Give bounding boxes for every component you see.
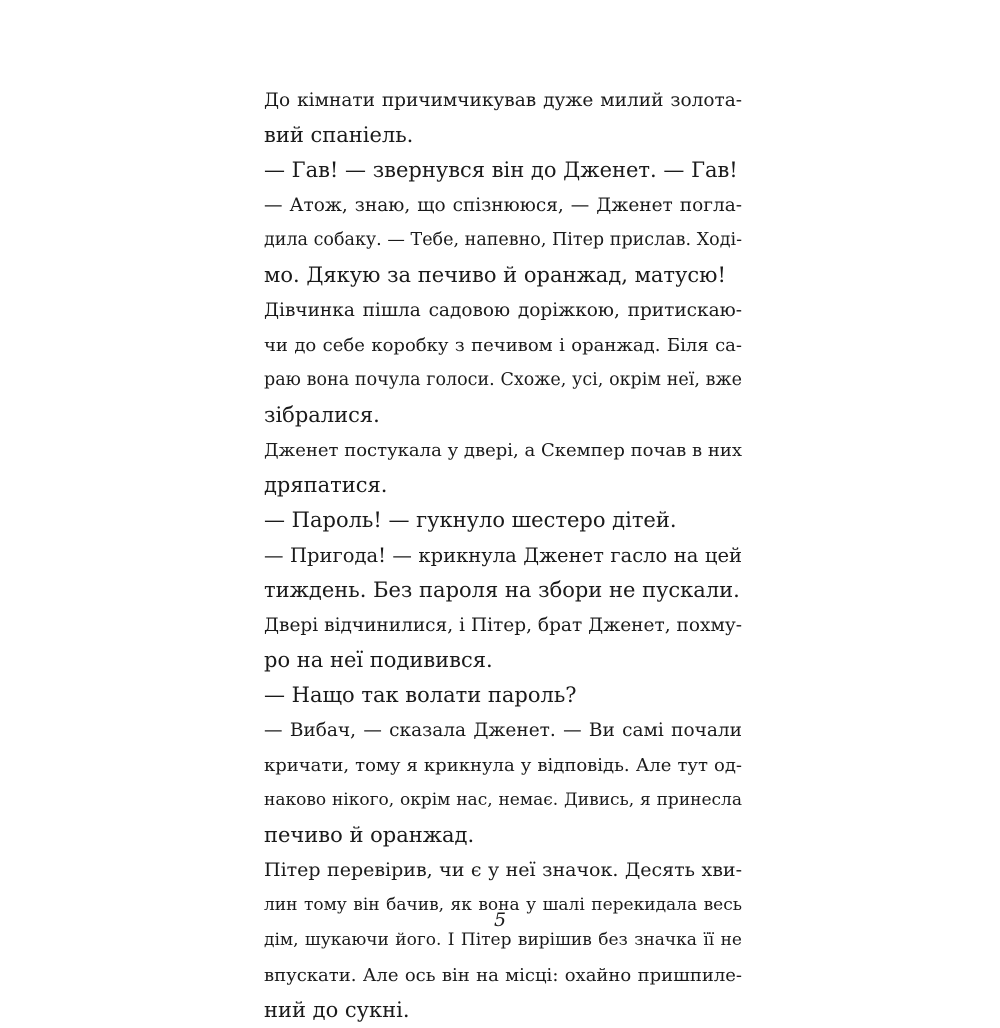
text-line: До кімнати причимчикував дуже милий золота- — [264, 90, 742, 111]
text-line: — Атож, знаю, що спізнююся, — Дженет погла- — [264, 195, 742, 216]
text-line: мо. Дякую за печиво й оранжад, матусю! — [264, 263, 726, 287]
body-text — [264, 83, 742, 1028]
text-line: раю вона почула голоси. Схоже, усі, окрім неї, вже — [264, 370, 742, 390]
text-line: чи до себе коробку з печивом і оранжад. Біля са- — [264, 335, 742, 356]
text-line: дила собаку. — Тебе, напевно, Пітер прислав. Ході- — [264, 230, 742, 250]
text-line: зібралися. — [264, 403, 380, 427]
text-line: — Нащо так волати пароль? — [264, 683, 577, 707]
text-line: Двері відчинилися, і Пітер, брат Дженет, похму- — [264, 615, 742, 636]
text-line: ро на неї подивився. — [264, 648, 493, 672]
text-line: — Пароль! — гукнуло шестеро дітей. — [264, 508, 677, 532]
page-number: 5 — [493, 909, 507, 931]
text-line: впускати. Але ось він на місці: охайно пришпиле- — [264, 965, 742, 986]
text-line: наково нікого, окрім нас, немає. Дивись, я принесла — [264, 790, 742, 810]
text-line: — Гав! — звернувся він до Дженет. — Гав! — [264, 158, 738, 182]
text-line: дім, шукаючи його. І Пітер вирішив без значка її не — [264, 930, 742, 950]
text-line: лин тому він бачив, як вона у шалі перекидала весь — [264, 895, 742, 915]
text-line: — Вибач, — сказала Дженет. — Ви самі почали — [264, 720, 742, 741]
text-line: дряпатися. — [264, 473, 388, 497]
text-line: ний до сукні. — [264, 998, 410, 1022]
text-line: тиждень. Без пароля на збори не пускали. — [264, 578, 740, 602]
text-line: кричати, тому я крикнула у відповідь. Але тут од- — [264, 755, 742, 776]
text-line: печиво й оранжад. — [264, 823, 475, 847]
text-line: Дженет постукала у двері, а Скемпер почав в них — [264, 440, 742, 461]
text-line: вий спаніель. — [264, 123, 414, 147]
text-line: — Пригода! — крикнула Дженет гасло на цей — [264, 544, 742, 567]
text-line: Пітер перевірив, чи є у неї значок. Десять хви- — [264, 859, 742, 881]
text-line: Дівчинка пішла садовою доріжкою, притискаю- — [264, 300, 742, 321]
